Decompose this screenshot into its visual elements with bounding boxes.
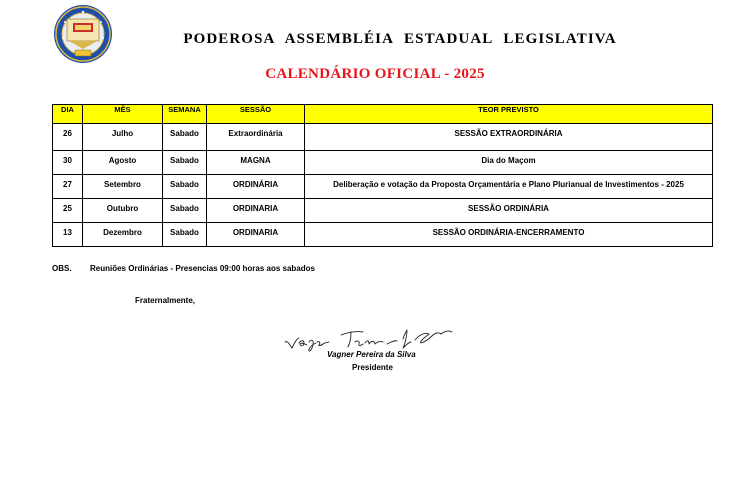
cell-teor: Dia do Maçom [305, 151, 713, 175]
cell-teor: SESSÃO EXTRAORDINÁRIA [305, 124, 713, 151]
cell-semana: Sabado [163, 151, 207, 175]
table-row [53, 199, 713, 223]
column-header-semana: SEMANA [163, 105, 207, 124]
cell-mes: Dezembro [83, 223, 163, 247]
column-header-sessao: SESSÃO [207, 105, 305, 124]
cell-mes: Outubro [83, 199, 163, 223]
closing-salutation: Fraternalmente, [135, 296, 196, 305]
cell-sessao: MAGNA [207, 151, 305, 175]
cell-semana: Sabado [163, 124, 207, 151]
cell-dia: 27 [53, 175, 83, 199]
calendar-table [52, 104, 713, 247]
cell-mes: Agosto [83, 151, 163, 175]
cell-sessao: ORDINÁRIA [207, 175, 305, 199]
column-header-dia: DIA [53, 105, 83, 124]
cell-semana: Sabado [163, 199, 207, 223]
cell-teor: SESSÃO ORDINÁRIA-ENCERRAMENTO [305, 223, 713, 247]
column-header-teor: TEOR PREVISTO [305, 105, 713, 124]
table-row [53, 124, 713, 151]
signer-title: Presidente [352, 363, 393, 372]
cell-sessao: Extraordinária [207, 124, 305, 151]
cell-mes: Julho [83, 124, 163, 151]
table-header-row [53, 105, 713, 124]
table-row [53, 223, 713, 247]
signature-image [283, 318, 455, 354]
cell-dia: 26 [53, 124, 83, 151]
obs-text: Reuniões Ordinárias - Presencias 09:00 horas aos sabados [90, 264, 315, 273]
cell-teor: Deliberação e votação da Proposta Orçamentária e Plano Plurianual de Investimentos - 2025 [305, 175, 713, 199]
cell-dia: 13 [53, 223, 83, 247]
signer-name: Vagner Pereira da Silva [327, 350, 416, 359]
calendar-title: CALENDÁRIO OFICIAL - 2025 [265, 66, 485, 82]
cell-sessao: ORDINARIA [207, 199, 305, 223]
table-row [53, 175, 713, 199]
cell-semana: Sabado [163, 223, 207, 247]
cell-dia: 30 [53, 151, 83, 175]
cell-semana: Sabado [163, 175, 207, 199]
cell-dia: 25 [53, 199, 83, 223]
table-row [53, 151, 713, 175]
cell-mes: Setembro [83, 175, 163, 199]
cell-sessao: ORDINARIA [207, 223, 305, 247]
obs-label: OBS. [52, 264, 72, 273]
column-header-mes: MÊS [83, 105, 163, 124]
organization-title: PODEROSA ASSEMBLÉIA ESTADUAL LEGISLATIVA [183, 31, 617, 47]
cell-teor: SESSÃO ORDINÁRIA [305, 199, 713, 223]
